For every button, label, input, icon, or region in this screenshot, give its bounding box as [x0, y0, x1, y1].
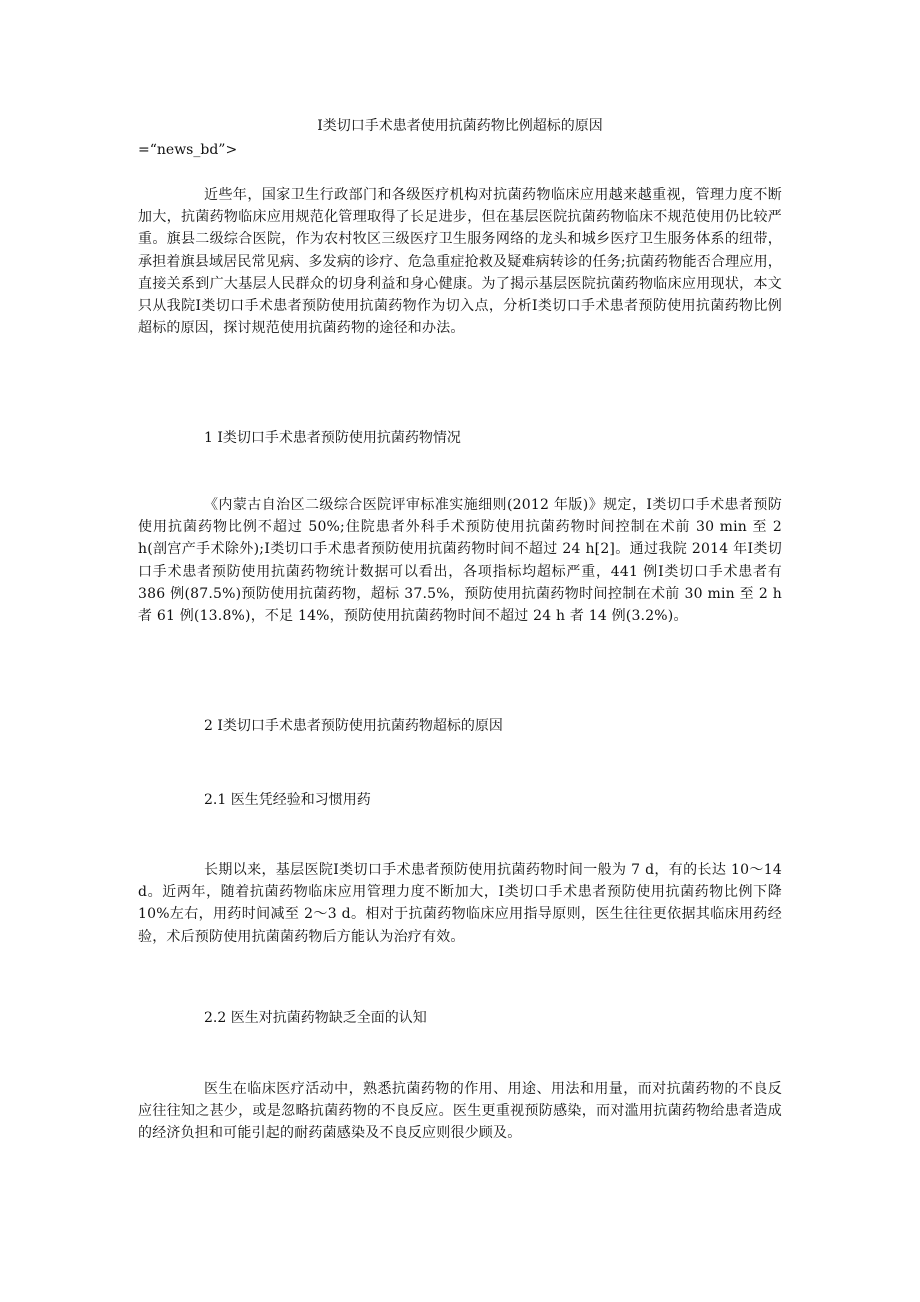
section-2-heading: 2 Ⅰ类切口手术患者预防使用抗菌药物超标的原因: [204, 718, 503, 734]
section-2-2-paragraph: 医生在临床医疗活动中，熟悉抗菌药物的作用、用途、用法和用量，而对抗菌药物的不良反应往往知之甚少，或是忽略抗菌药物的不良反应。医生更重视预防感染，而对滥用抗菌药物给患者造成的经济负担和可能引起的耐药菌感染及不良反应则很少顾及。: [138, 1081, 782, 1142]
stray-markup-text: =“news_bd”>: [138, 142, 238, 158]
section-2-2-heading: 2.2 医生对抗菌药物缺乏全面的认知: [204, 1010, 427, 1026]
section-1-paragraph: 《内蒙古自治区二级综合医院评审标准实施细则(2012 年版)》规定，Ⅰ类切口手术患者预防使用抗菌药物比例不超过 50%;住院患者外科手术预防使用抗菌药物时间控制在术前 30 min 至 2 h(剖宫产手术除外);Ⅰ类切口手术患者预防使用抗菌药物时间不超过 24 h[2]。通过我院 2014 年Ⅰ类切口手术患者预防使用抗菌药物统计数据可以看出，各项指标均超标严重，441 例Ⅰ类切口手术患者有 386 例(87.5%)预防使用抗菌药物，超标 37.5%，预防使用抗菌药物时间控制在术前 30 min 至 2 h 者 61 例(13.8%)，不足 14%，预防使用抗菌药物时间不超过 24 h 者 14 例(3.2%)。: [138, 497, 782, 625]
intro-paragraph: 近些年，国家卫生行政部门和各级医疗机构对抗菌药物临床应用越来越重视，管理力度不断加大，抗菌药物临床应用规范化管理取得了长足进步，但在基层医院抗菌药物临床不规范使用仍比较严重。旗县二级综合医院，作为农村牧区三级医疗卫生服务网络的龙头和城乡医疗卫生服务体系的纽带，承担着旗县域居民常见病、多发病的诊疗、危急重症抢救及疑难病转诊的任务;抗菌药物能否合理应用，直接关系到广大基层人民群众的切身利益和身心健康。为了揭示基层医院抗菌药物临床应用现状，本文只从我院Ⅰ类切口手术患者预防使用抗菌药物作为切入点，分析Ⅰ类切口手术患者预防使用抗菌药物比例超标的原因，探讨规范使用抗菌药物的途径和办法。: [138, 187, 782, 337]
section-2-1-paragraph: 长期以来，基层医院Ⅰ类切口手术患者预防使用抗菌药物时间一般为 7 d，有的长达 10～14 d。近两年，随着抗菌药物临床应用管理力度不断加大，Ⅰ类切口手术患者预防使用抗菌药物比例下降 10%左右，用药时间减至 2～3 d。相对于抗菌药物临床应用指导原则，医生往往更依据其临床用药经验，术后预防使用抗菌菌药物后方能认为治疗有效。: [138, 862, 782, 945]
section-2-1-heading: 2.1 医生凭经验和习惯用药: [204, 792, 371, 808]
document-title: Ⅰ类切口手术患者使用抗菌药物比例超标的原因: [317, 118, 603, 134]
section-1-heading: 1 Ⅰ类切口手术患者预防使用抗菌药物情况: [204, 430, 461, 446]
